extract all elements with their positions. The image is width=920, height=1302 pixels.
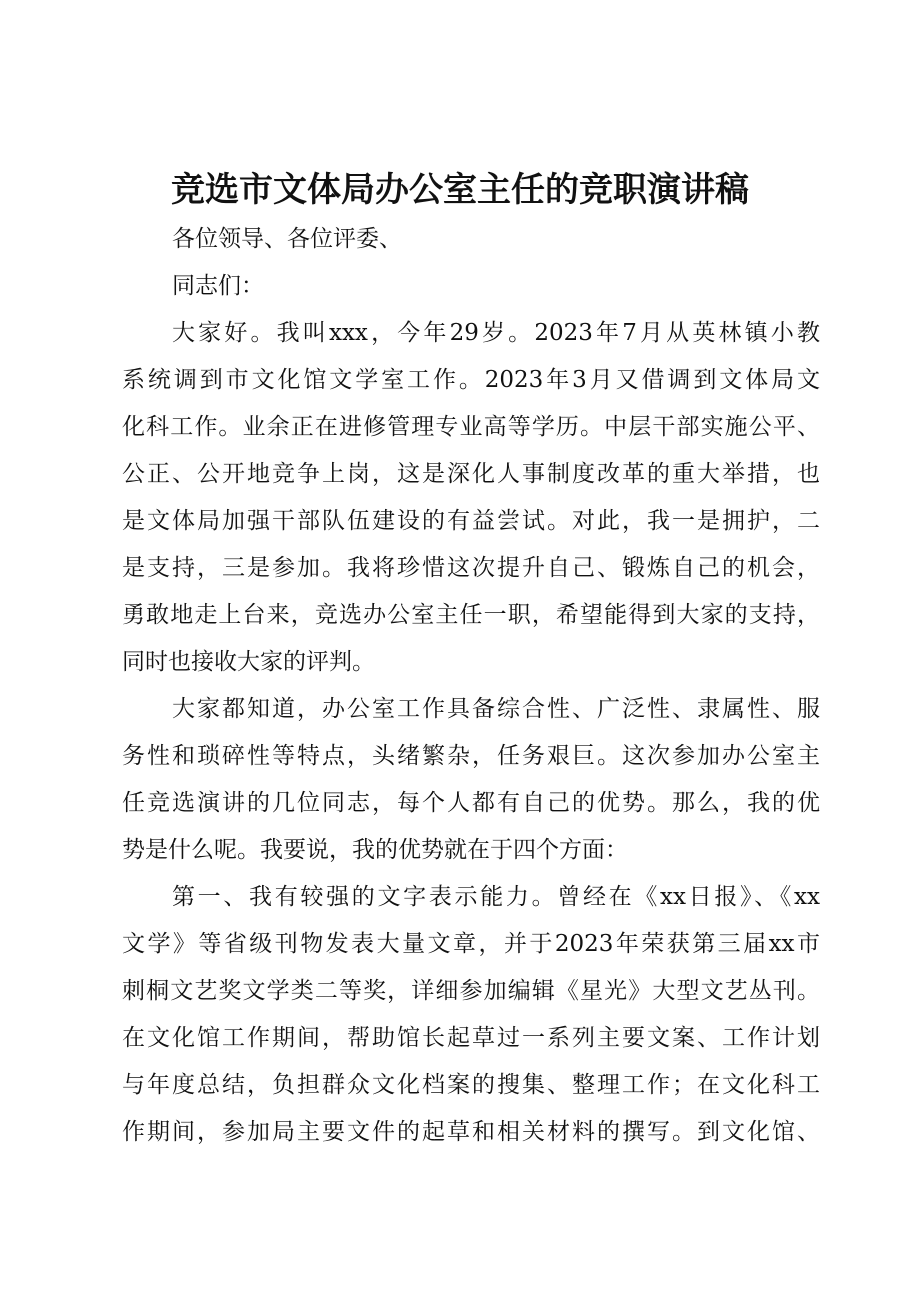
text-line: 系统调到市文化馆文学室工作。2023年3月又借调到文体局文 [122,367,820,393]
text-line: 公正、公开地竞争上岗，这是深化人事制度改革的重大举措，也 [122,461,820,487]
text-line: 任竞选演讲的几位同志，每个人都有自己的优势。那么，我的优 [122,790,820,816]
document-body [122,216,820,1156]
text-line: 在文化馆工作期间，帮助馆长起草过一系列主要文案、工作计划 [122,1025,820,1051]
text-line: 文学》等省级刊物发表大量文章，并于2023年荣获第三届xx市 [122,931,820,957]
text-line: 是支持，三是参加。我将珍惜这次提升自己、锻炼自己的机会， [122,555,820,581]
text-line: 与年度总结，负担群众文化档案的搜集、整理工作；在文化科工 [122,1072,820,1098]
text-line: 第一、我有较强的文字表示能力。曾经在《xx日报》、《xx [172,884,820,910]
text-line: 大家好。我叫xxx，今年29岁。2023年7月从英林镇小教 [172,320,820,346]
text-line: 各位领导、各位评委、 [172,226,402,252]
text-line: 大家都知道，办公室工作具备综合性、广泛性、隶属性、服 [172,696,820,722]
text-line: 作期间，参加局主要文件的起草和相关材料的撰写。到文化馆、 [122,1119,820,1145]
text-line: 势是什么呢。我要说，我的优势就在于四个方面： [122,837,628,863]
text-line: 同时也接收大家的评判。 [122,649,375,675]
text-line: 刺桐文艺奖文学类二等奖，详细参加编辑《星光》大型文艺丛刊。 [122,978,820,1004]
text-line: 化科工作。业余正在进修管理专业高等学历。中层干部实施公平、 [122,414,820,440]
text-line: 务性和琐碎性等特点，头绪繁杂，任务艰巨。这次参加办公室主 [122,743,820,769]
document-title: 竞选市文体局办公室主任的竞职演讲稿 [171,170,749,210]
text-line: 是文体局加强干部队伍建设的有益尝试。对此，我一是拥护，二 [122,508,820,534]
text-line: 同志们： [172,273,264,299]
text-line: 勇敢地走上台来，竞选办公室主任一职，希望能得到大家的支持， [122,602,820,628]
